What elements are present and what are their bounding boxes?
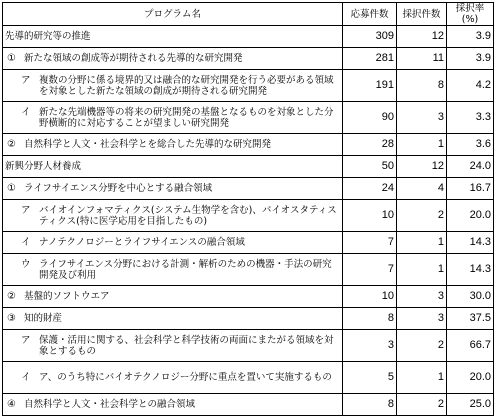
table-row	[3, 156, 494, 178]
row-label: 保護・活用に関する、社会科学と科学技術の両面にまたがる領域を対象とするもの	[39, 334, 334, 357]
accepted-cell: 2	[397, 394, 447, 416]
program-table	[2, 2, 494, 416]
applications-cell: 281	[343, 48, 397, 70]
applications-cell: 8	[343, 394, 397, 416]
row-label: 自然科学と人文・社会科学とを総合した先導的な研究開発	[24, 139, 272, 150]
row-name-cell	[3, 156, 343, 178]
accepted-cell: 12	[397, 26, 447, 48]
rate-cell: 3.3	[447, 102, 494, 134]
table-row	[3, 330, 494, 362]
table-row	[3, 286, 494, 308]
row-marker: ア	[21, 334, 31, 346]
table-row	[3, 70, 494, 102]
row-name-cell	[3, 26, 343, 48]
header-rate: 採択率(%)	[447, 3, 494, 26]
row-label: バイオインフォマティクス(システム生物学を含む)、バイオスタティスティクス(特に医学応用を目指したもの)	[39, 204, 337, 227]
rate-cell: 30.0	[447, 286, 494, 308]
row-name-cell	[3, 200, 343, 232]
applications-cell: 7	[343, 232, 397, 254]
accepted-cell: 2	[397, 200, 447, 232]
row-label: 知的財産	[24, 313, 63, 324]
table-row	[3, 26, 494, 48]
row-name-cell	[3, 70, 343, 102]
rate-cell: 16.7	[447, 178, 494, 200]
row-name-cell	[3, 308, 343, 330]
table-row	[3, 254, 494, 286]
rate-cell: 25.0	[447, 394, 494, 416]
rate-cell: 37.5	[447, 308, 494, 330]
table-row	[3, 178, 494, 200]
table-row	[3, 134, 494, 156]
row-name-cell	[3, 286, 343, 308]
row-marker: ア	[21, 204, 31, 216]
applications-cell: 90	[343, 102, 397, 134]
accepted-cell: 4	[397, 178, 447, 200]
row-name-cell	[3, 362, 343, 394]
row-marker: ウ	[21, 258, 31, 270]
applications-cell: 28	[343, 134, 397, 156]
row-name-cell	[3, 232, 343, 254]
row-label: 自然科学と人文・社会科学との融合領域	[24, 399, 196, 410]
rate-cell: 3.9	[447, 26, 494, 48]
row-label: 基盤的ソフトウエア	[24, 291, 110, 302]
rate-cell: 3.9	[447, 48, 494, 70]
row-marker: イ	[21, 106, 31, 118]
row-marker: ④	[7, 399, 16, 410]
rate-cell: 20.0	[447, 362, 494, 394]
row-name-cell	[3, 102, 343, 134]
table-row	[3, 308, 494, 330]
row-name-cell	[3, 134, 343, 156]
accepted-cell: 1	[397, 232, 447, 254]
rate-cell: 3.6	[447, 134, 494, 156]
row-name-cell	[3, 254, 343, 286]
accepted-cell: 11	[397, 48, 447, 70]
accepted-cell: 3	[397, 102, 447, 134]
applications-cell: 5	[343, 362, 397, 394]
accepted-cell: 3	[397, 308, 447, 330]
header-accepted: 採択件数	[397, 3, 447, 26]
row-label: 先導的研究等の推進	[5, 31, 91, 42]
row-marker: ア	[21, 74, 31, 86]
table-row	[3, 362, 494, 394]
accepted-cell: 1	[397, 362, 447, 394]
accepted-cell: 1	[397, 134, 447, 156]
row-label: ア、のうち特にバイオテクノロジー分野に重点を置いて実施するもの	[39, 372, 332, 383]
accepted-cell: 8	[397, 70, 447, 102]
table-row	[3, 200, 494, 232]
header-row	[3, 3, 494, 26]
row-marker: ②	[7, 291, 16, 302]
applications-cell: 24	[343, 178, 397, 200]
row-label: 新たな先端機器等の将来の研究開発の基盤となるものを対象とした分野横断的に対応することが望ましい研究開発	[39, 106, 334, 129]
row-marker: ①	[7, 53, 16, 64]
row-label: ナノテクノロジーとライフサイエンスの融合領域	[39, 237, 245, 248]
row-label: ライフサイエンス分野を中心とする融合領域	[24, 183, 213, 194]
header-applications: 応募件数	[343, 3, 397, 26]
row-label: ライフサイエンス分野における計測・解析のための機器・手法の研究開発及び利用	[39, 258, 332, 281]
row-name-cell	[3, 330, 343, 362]
table-row	[3, 232, 494, 254]
row-marker: イ	[21, 372, 31, 383]
applications-cell: 50	[343, 156, 397, 178]
rate-cell: 14.3	[447, 254, 494, 286]
rate-cell: 24.0	[447, 156, 494, 178]
applications-cell: 3	[343, 330, 397, 362]
rate-cell: 4.2	[447, 70, 494, 102]
accepted-cell: 1	[397, 254, 447, 286]
row-marker: イ	[21, 237, 31, 248]
applications-cell: 191	[343, 70, 397, 102]
row-label: 新たな領域の創成等が期待される先導的な研究開発	[24, 53, 243, 64]
row-name-cell	[3, 48, 343, 70]
row-marker: ①	[7, 183, 16, 194]
applications-cell: 10	[343, 286, 397, 308]
row-marker: ③	[7, 313, 16, 324]
rate-cell: 66.7	[447, 330, 494, 362]
header-program-name: プログラム名	[3, 3, 343, 26]
applications-cell: 10	[343, 200, 397, 232]
row-name-cell	[3, 178, 343, 200]
table-row	[3, 102, 494, 134]
row-label: 複数の分野に係る境界的又は融合的な研究開発を行う必要がある領域を対象とした新たな領域の創成が期待される研究開発	[39, 74, 334, 97]
accepted-cell: 2	[397, 330, 447, 362]
applications-cell: 8	[343, 308, 397, 330]
row-marker: ②	[7, 139, 16, 150]
row-label: 新興分野人材養成	[5, 161, 82, 172]
accepted-cell: 3	[397, 286, 447, 308]
rate-cell: 14.3	[447, 232, 494, 254]
accepted-cell: 12	[397, 156, 447, 178]
applications-cell: 309	[343, 26, 397, 48]
table-row	[3, 48, 494, 70]
rate-cell: 20.0	[447, 200, 494, 232]
applications-cell: 7	[343, 254, 397, 286]
